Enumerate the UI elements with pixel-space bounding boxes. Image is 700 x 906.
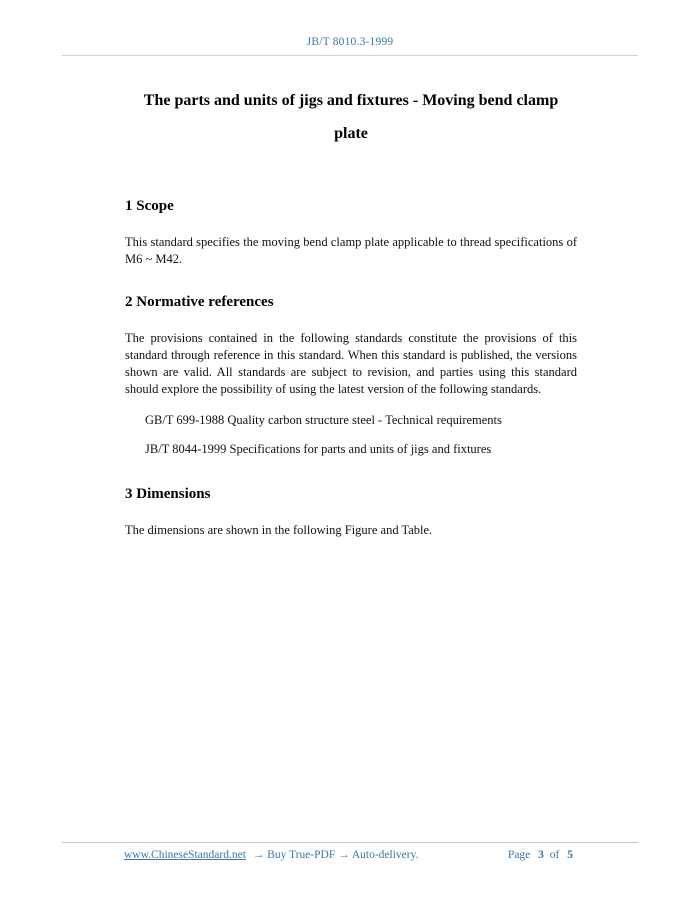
section-heading-normative-references: 2 Normative references [125,294,274,310]
page-label: Page [507,849,531,861]
dimensions-paragraph: The dimensions are shown in the following Figure and Table. [125,523,433,537]
footer-link[interactable]: www.ChineseStandard.net [124,849,246,861]
page-total: 5 [567,849,573,861]
footer-source [124,849,418,861]
normative-references-paragraph: The provisions contained in the following standards constitute the provisions of this standard through reference in this standard. When this standard is published, the versions shown are valid. All standards are subject to revision, and parties using this standard should explore the possibility of using the latest version of the following standards. [125,331,577,396]
document-title [125,84,577,150]
page-header [62,36,638,56]
document-title-line2: plate [334,125,368,142]
reference-item: GB/T 699-1988 Quality carbon structure steel - Technical requirements [145,413,502,427]
section-heading-dimensions: 3 Dimensions [125,486,211,502]
document-number: JB/T 8010.3-1999 [306,36,394,48]
reference-item: JB/T 8044-1999 Specifications for parts and units of jigs and fixtures [145,442,492,456]
footer-row [124,849,576,861]
document-title-line1: The parts and units of jigs and fixtures - Moving bend clamp [143,92,559,109]
page-indicator [508,849,576,861]
page-of-label: of [549,849,560,861]
scope-paragraph: This standard specifies the moving bend clamp plate applicable to thread specifications of M6 ~ M42. [125,235,577,266]
page-footer [62,842,638,861]
footer-divider [62,842,638,843]
document-body [125,80,577,539]
section-heading-scope: 1 Scope [125,198,174,214]
footer-tagline: → Buy True-PDF → Auto-delivery. [252,849,419,861]
page-number: 3 [538,849,544,861]
header-divider [62,55,638,56]
